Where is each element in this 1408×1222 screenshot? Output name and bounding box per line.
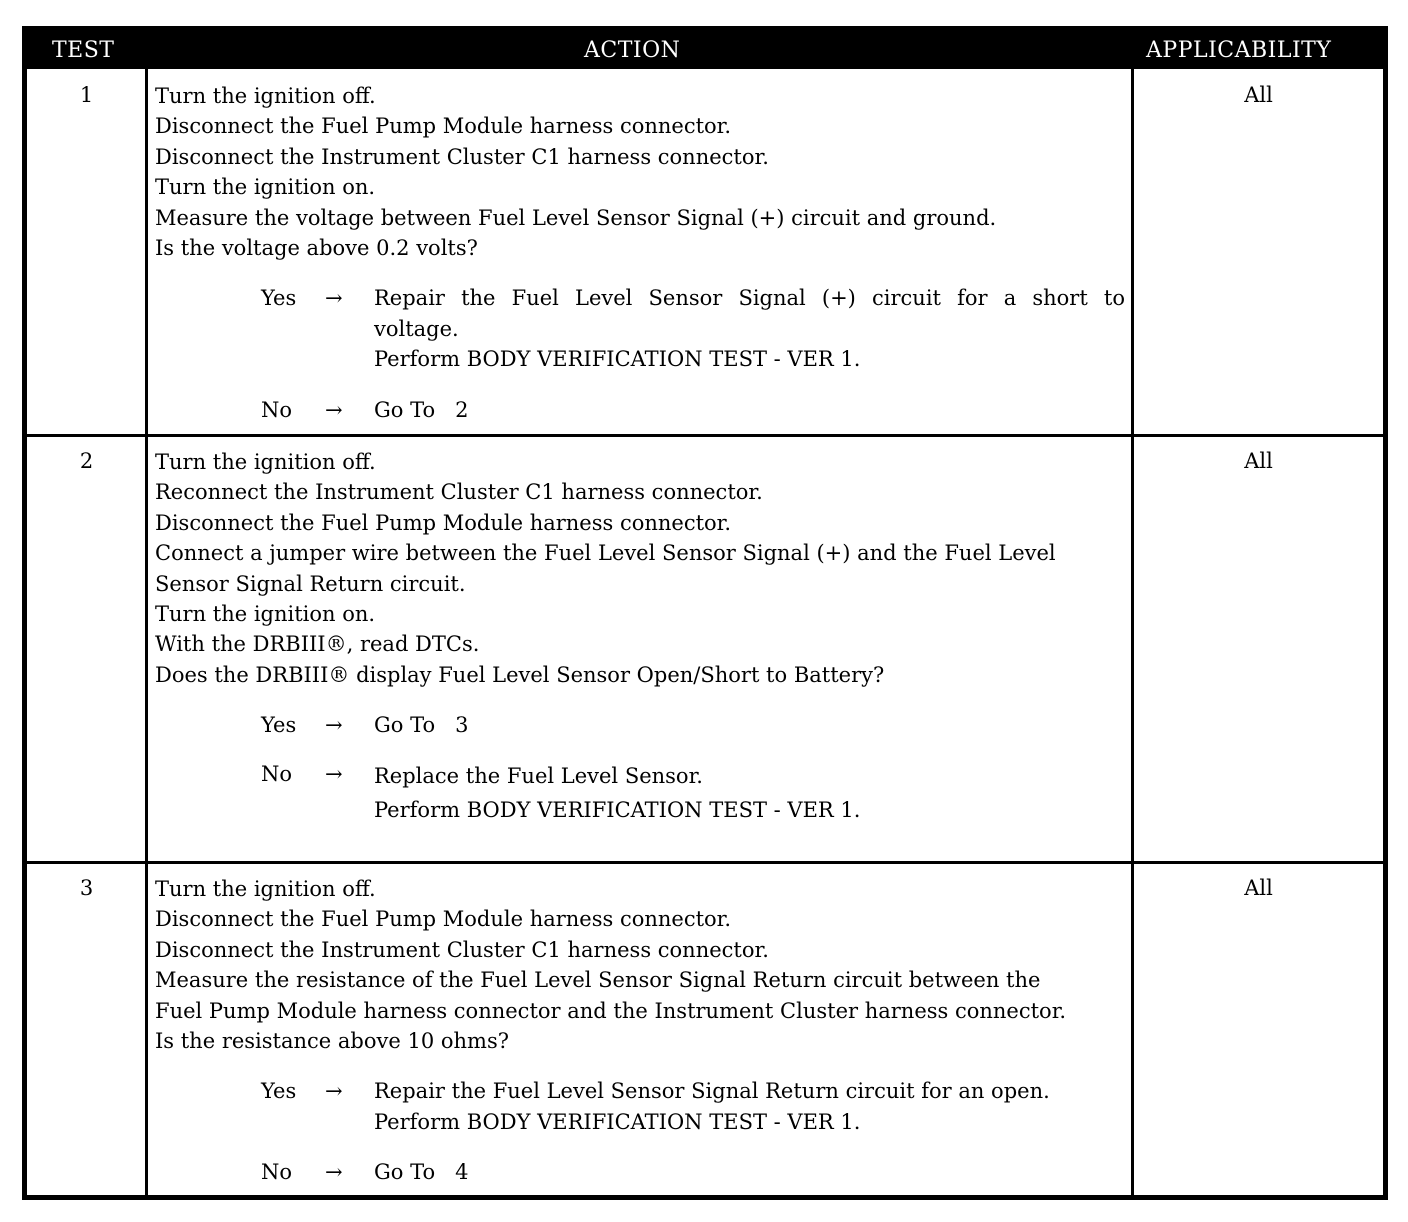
response-text: Perform BODY VERIFICATION TEST - VER 1.: [374, 797, 861, 822]
table-header: [27, 31, 1383, 69]
yes-response: [155, 283, 1125, 374]
step-text: Sensor Signal Return circuit.: [155, 571, 466, 596]
test-number: 3: [79, 876, 94, 900]
test-number: 1: [79, 83, 94, 107]
step-text: Disconnect the Instrument Cluster C1 harness connector.: [155, 144, 769, 169]
column-divider: [1131, 69, 1134, 1195]
header-applicability: APPLICABILITY: [1146, 38, 1332, 63]
step-text: Turn the ignition off.: [155, 450, 376, 474]
step-text: Is the resistance above 10 ohms?: [155, 1029, 509, 1054]
step-text: Is the voltage above 0.2 volts?: [155, 236, 478, 261]
yes-label: Yes: [261, 286, 297, 311]
yes-label: Yes: [261, 1079, 297, 1104]
step-text: Measure the voltage between Fuel Level Sensor Signal (+) circuit and ground.: [155, 205, 997, 230]
response-text: Go To 3: [374, 713, 469, 738]
applicability-value: All: [1244, 449, 1273, 473]
action-cell: [155, 447, 1125, 827]
arrow-icon: →: [325, 761, 343, 786]
step-text: Disconnect the Instrument Cluster C1 harness connector.: [155, 937, 769, 962]
response-text: Go To 2: [374, 397, 469, 422]
response-text: Repair the Fuel Level Sensor Signal (+) circuit for a short to: [374, 286, 1125, 311]
no-response: [155, 759, 1125, 827]
step-text: Turn the ignition on.: [155, 602, 376, 627]
step-text: Turn the ignition on.: [155, 175, 376, 200]
arrow-icon: →: [325, 1160, 343, 1185]
step-text: Turn the ignition off.: [155, 877, 376, 901]
yes-response: [155, 1076, 1125, 1137]
arrow-icon: →: [325, 1079, 343, 1104]
no-response: [155, 395, 1125, 425]
arrow-icon: →: [325, 286, 343, 311]
yes-response: [155, 710, 1125, 740]
arrow-icon: →: [325, 713, 343, 738]
row-divider: [27, 861, 1383, 864]
response-text: Go To 4: [374, 1160, 469, 1185]
step-text: Does the DRBIII® display Fuel Level Sensor Open/Short to Battery?: [155, 662, 885, 687]
no-response: [155, 1157, 1125, 1187]
no-label: No: [261, 761, 293, 786]
diagnostic-test-table: [22, 26, 1388, 1200]
step-text: Disconnect the Fuel Pump Module harness connector.: [155, 114, 732, 139]
step-text: With the DRBIII®, read DTCs.: [155, 632, 480, 657]
applicability-value: All: [1244, 876, 1273, 900]
step-text: Fuel Pump Module harness connector and the Instrument Cluster harness connector.: [155, 998, 1067, 1023]
step-text: Disconnect the Fuel Pump Module harness connector.: [155, 907, 732, 932]
yes-label: Yes: [261, 713, 297, 738]
header-test: TEST: [52, 38, 115, 63]
action-cell: [155, 874, 1125, 1188]
step-text: Disconnect the Fuel Pump Module harness connector.: [155, 510, 732, 535]
step-text: Reconnect the Instrument Cluster C1 harness connector.: [155, 480, 763, 505]
applicability-value: All: [1244, 83, 1273, 107]
arrow-icon: →: [325, 397, 343, 422]
column-divider: [145, 69, 148, 1195]
step-text: Connect a jumper wire between the Fuel Level Sensor Signal (+) and the Fuel Level: [155, 541, 1056, 566]
step-text: Measure the resistance of the Fuel Level Sensor Signal Return circuit between the: [155, 968, 1041, 993]
action-cell: [155, 81, 1125, 425]
response-text: voltage.: [374, 316, 459, 341]
no-label: No: [261, 1160, 293, 1185]
response-text: Perform BODY VERIFICATION TEST - VER 1.: [374, 347, 861, 372]
row-divider: [27, 434, 1383, 437]
response-text: Perform BODY VERIFICATION TEST - VER 1.: [374, 1109, 861, 1134]
no-label: No: [261, 397, 293, 422]
response-text: Repair the Fuel Level Sensor Signal Return circuit for an open.: [374, 1079, 1050, 1104]
response-text: Replace the Fuel Level Sensor.: [374, 763, 703, 788]
test-number: 2: [79, 449, 94, 473]
step-text: Turn the ignition off.: [155, 84, 376, 108]
header-action: ACTION: [584, 38, 681, 63]
